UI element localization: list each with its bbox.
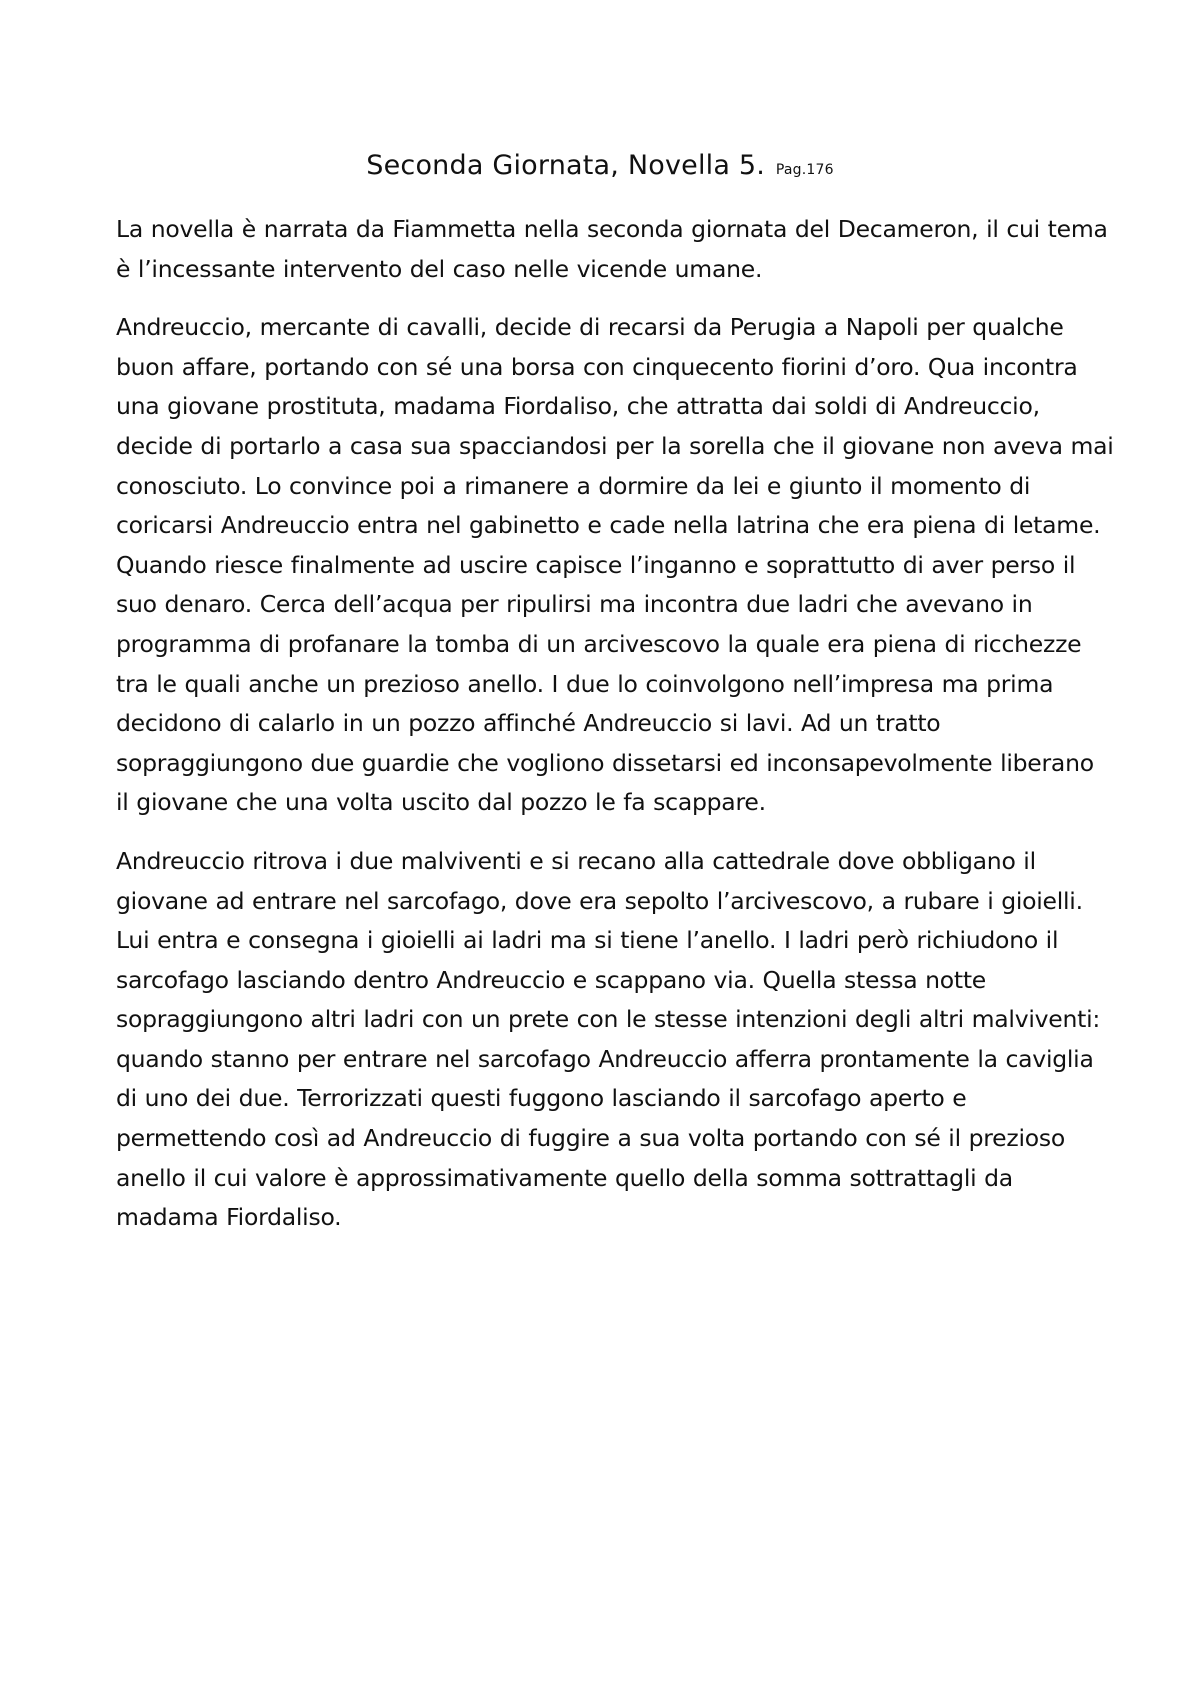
paragraph-1 [116,210,1108,289]
text-line: decidono di calarlo in un pozzo affinché Andreuccio si lavi. Ad un tratto [116,709,941,738]
text-line: madama Fiordaliso. [116,1203,342,1232]
text-line: il giovane che una volta uscito dal pozzo le fa scappare. [116,788,766,817]
text-line: decide di portarlo a casa sua spacciandosi per la sorella che il giovane non aveva mai [116,431,1114,460]
paragraph-3 [116,842,1101,1238]
text-line: tra le quali anche un prezioso anello. I due lo coinvolgono nell’impresa ma prima [116,669,1054,698]
text-line: Lui entra e consegna i gioielli ai ladri ma si tiene l’anello. I ladri però richiudono il [116,926,1059,955]
text-line: una giovane prostituta, madama Fiordaliso, che attratta dai soldi di Andreuccio, [116,392,1040,421]
text-line: Andreuccio, mercante di cavalli, decide di recarsi da Perugia a Napoli per qualche [116,313,1064,342]
page-title: Seconda Giornata, Novella 5. [366,150,766,181]
text-line: anello il cui valore è approssimativamente quello della somma sottrattagli da [116,1163,1013,1192]
text-line: sopraggiungono due guardie che vogliono dissetarsi ed inconsapevolmente liberano [116,748,1094,777]
text-line: programma di profanare la tomba di un arcivescovo la quale era piena di ricchezze [116,629,1082,658]
paragraph-2 [116,308,1114,823]
text-line: permettendo così ad Andreuccio di fuggire a sua volta portando con sé il prezioso [116,1124,1065,1153]
text-line: è l’incessante intervento del caso nelle vicende umane. [116,254,763,283]
page-title-line [0,148,1200,188]
paragraph-spacer [116,823,1096,842]
body-text [116,210,1114,1238]
text-line: conosciuto. Lo convince poi a rimanere a dormire da lei e giunto il momento di [116,471,1031,500]
text-line: suo denaro. Cerca dell’acqua per ripulirsi ma incontra due ladri che avevano in [116,590,1033,619]
text-line: buon affare, portando con sé una borsa con cinquecento fiorini d’oro. Qua incontra [116,352,1078,381]
text-line: sopraggiungono altri ladri con un prete con le stesse intenzioni degli altri malviventi: [116,1005,1101,1034]
page-reference: Pag.176 [775,162,834,178]
text-line: di uno dei due. Terrorizzati questi fuggono lasciando il sarcofago aperto e [116,1084,967,1113]
text-line: giovane ad entrare nel sarcofago, dove era sepolto l’arcivescovo, a rubare i gioielli. [116,886,1083,915]
text-line: La novella è narrata da Fiammetta nella seconda giornata del Decameron, il cui tema [116,215,1108,243]
text-line: quando stanno per entrare nel sarcofago Andreuccio afferra prontamente la caviglia [116,1044,1094,1073]
text-line: Quando riesce finalmente ad uscire capisce l’inganno e soprattutto di aver perso il [116,550,1076,579]
text-line: coricarsi Andreuccio entra nel gabinetto e cade nella latrina che era piena di letame. [116,511,1101,540]
paragraph-spacer [116,289,1096,308]
text-line: Andreuccio ritrova i due malviventi e si recano alla cattedrale dove obbligano il [116,846,1036,875]
text-line: sarcofago lasciando dentro Andreuccio e scappano via. Quella stessa notte [116,965,986,994]
